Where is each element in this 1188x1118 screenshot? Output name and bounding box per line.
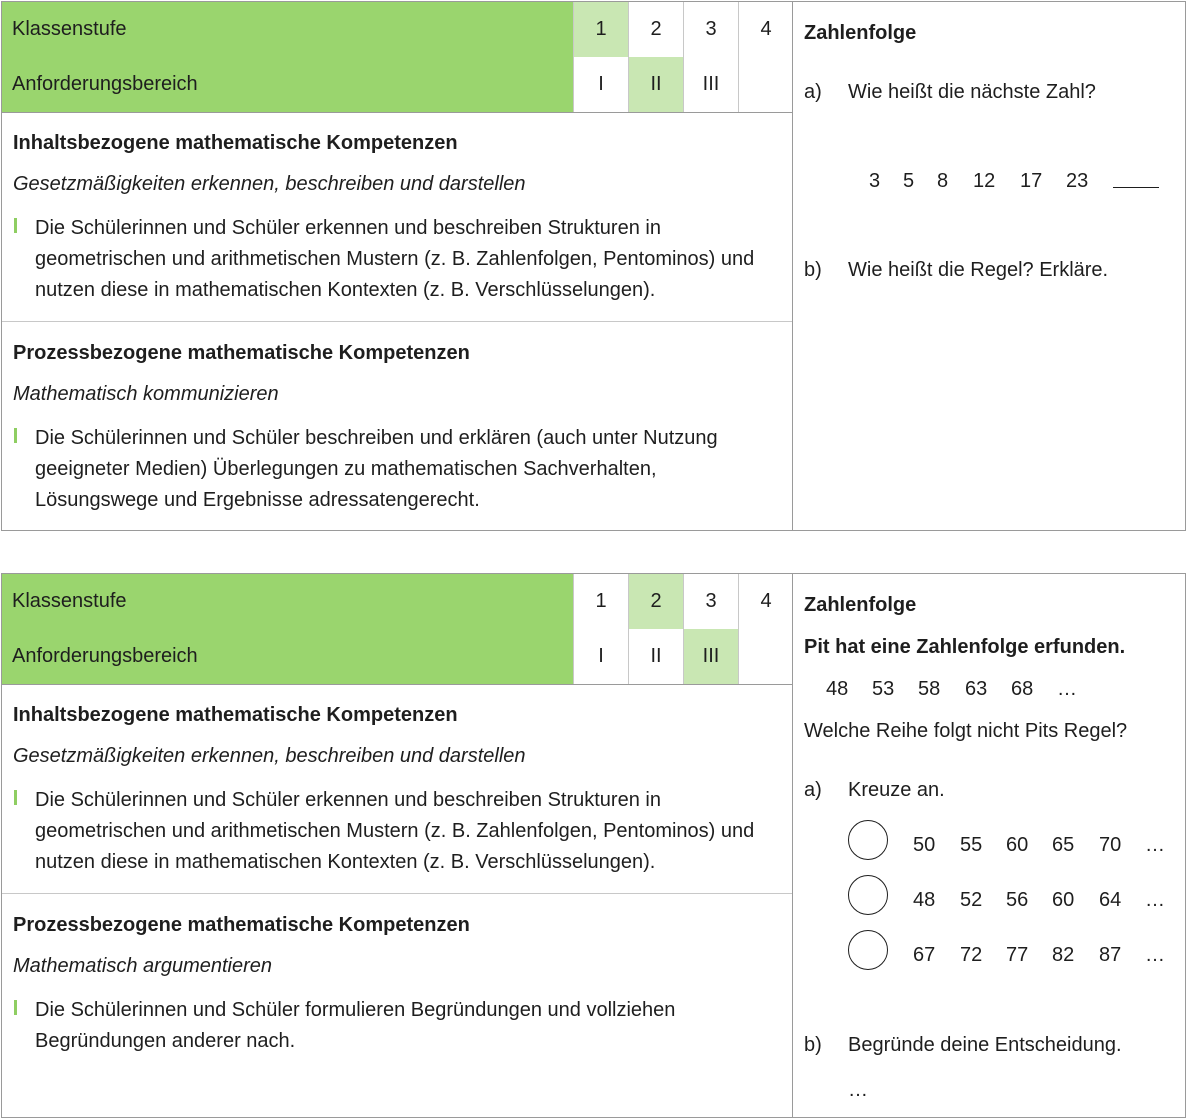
option-number: 77 bbox=[1006, 944, 1029, 966]
level-cell-3: III bbox=[683, 57, 738, 112]
option-number: 50 bbox=[913, 834, 936, 856]
level-cell-2: II bbox=[628, 57, 683, 112]
process-competence-section bbox=[2, 894, 792, 1057]
grade-label: Klassenstufe bbox=[2, 574, 573, 629]
part-a-text: Wie heißt die nächste Zahl? bbox=[848, 81, 1096, 103]
part-b-text: Begründe deine Entscheidung. bbox=[848, 1034, 1122, 1056]
option-number: 87 bbox=[1099, 944, 1122, 966]
grade-label: Klassenstufe bbox=[2, 2, 573, 57]
part-a-text: Kreuze an. bbox=[848, 779, 945, 801]
sequence-number: 58 bbox=[918, 678, 941, 700]
sequence-number: 5 bbox=[903, 170, 915, 192]
bullet-item bbox=[13, 213, 792, 306]
option-ellipsis: … bbox=[1145, 944, 1165, 966]
option-number: 48 bbox=[913, 889, 936, 911]
part-b-label: b) bbox=[804, 1034, 822, 1056]
option-ellipsis: … bbox=[1145, 834, 1165, 856]
bullet-marker-icon bbox=[14, 1000, 17, 1015]
option-number: 82 bbox=[1052, 944, 1075, 966]
sequence-number: 3 bbox=[869, 170, 881, 192]
option-number: 52 bbox=[960, 889, 983, 911]
level-label: Anforderungsbereich bbox=[2, 57, 573, 112]
bullet-text: Die Schülerinnen und Schüler erkennen und beschreiben Strukturen in geometrischen und arithmetischen Mustern (z. B. Zahlenfolgen, Pentominos) und nutzen diese in mathematischen Kontexten (z. B. Verschlüsselungen). bbox=[35, 217, 755, 301]
level-row bbox=[2, 629, 792, 685]
content-competence-section bbox=[2, 112, 792, 322]
answer-placeholder[interactable]: … bbox=[848, 1079, 868, 1101]
option-number: 56 bbox=[1006, 889, 1029, 911]
option-1-checkbox[interactable] bbox=[848, 820, 888, 860]
option-number: 60 bbox=[1006, 834, 1029, 856]
level-cell-4 bbox=[738, 57, 793, 112]
part-b-text: Wie heißt die Regel? Erkläre. bbox=[848, 259, 1109, 281]
option-number: 60 bbox=[1052, 889, 1075, 911]
sequence-number: 17 bbox=[1020, 170, 1043, 192]
task-panel bbox=[792, 2, 1185, 530]
competence-panel bbox=[2, 574, 792, 1117]
grade-cell-1: 1 bbox=[573, 2, 628, 57]
option-3-checkbox[interactable] bbox=[848, 930, 888, 970]
grade-cell-3: 3 bbox=[683, 574, 738, 629]
section-subtitle: Mathematisch argumentieren bbox=[13, 955, 273, 977]
level-cell-2: II bbox=[628, 629, 683, 684]
grade-cell-4: 4 bbox=[738, 574, 793, 629]
task-title: Zahlenfolge bbox=[804, 22, 917, 44]
level-cell-4 bbox=[738, 629, 793, 684]
sequence-number: 8 bbox=[937, 170, 949, 192]
grade-row bbox=[2, 574, 792, 630]
grade-row bbox=[2, 2, 792, 58]
option-number: 65 bbox=[1052, 834, 1075, 856]
option-ellipsis: … bbox=[1145, 889, 1165, 911]
task-panel bbox=[792, 574, 1185, 1117]
sequence-number: 63 bbox=[965, 678, 988, 700]
bullet-item bbox=[13, 785, 792, 878]
level-cell-1: I bbox=[573, 629, 628, 684]
task-intro: Pit hat eine Zahlenfolge erfunden. bbox=[804, 636, 1126, 658]
task-card-2 bbox=[1, 573, 1186, 1118]
competence-panel bbox=[2, 2, 792, 530]
level-row bbox=[2, 57, 792, 113]
bullet-item bbox=[13, 423, 792, 516]
task-title: Zahlenfolge bbox=[804, 594, 917, 616]
part-b-label: b) bbox=[804, 259, 822, 281]
answer-blank-line[interactable] bbox=[1113, 187, 1159, 188]
level-cell-1: I bbox=[573, 57, 628, 112]
sequence-number: 23 bbox=[1066, 170, 1089, 192]
section-title: Inhaltsbezogene mathematische Kompetenzen bbox=[13, 132, 458, 154]
section-subtitle: Mathematisch kommunizieren bbox=[13, 383, 279, 405]
section-title: Prozessbezogene mathematische Kompetenzen bbox=[13, 342, 470, 364]
option-2-checkbox[interactable] bbox=[848, 875, 888, 915]
grade-cell-1: 1 bbox=[573, 574, 628, 629]
sequence-ellipsis: … bbox=[1057, 678, 1077, 700]
bullet-text: Die Schülerinnen und Schüler erkennen und beschreiben Strukturen in geometrischen und arithmetischen Mustern (z. B. Zahlenfolgen, Pentominos) und nutzen diese in mathematischen Kontexten (z. B. Verschlüsselungen). bbox=[35, 789, 755, 873]
content-competence-section bbox=[2, 684, 792, 894]
sequence-number: 68 bbox=[1011, 678, 1034, 700]
process-competence-section bbox=[2, 322, 792, 516]
sequence-number: 12 bbox=[973, 170, 996, 192]
option-number: 72 bbox=[960, 944, 983, 966]
bullet-marker-icon bbox=[14, 218, 17, 233]
option-number: 67 bbox=[913, 944, 936, 966]
level-label: Anforderungsbereich bbox=[2, 629, 573, 684]
part-a-label: a) bbox=[804, 779, 822, 801]
part-a-label: a) bbox=[804, 81, 822, 103]
sequence-number: 53 bbox=[872, 678, 895, 700]
grade-cell-4: 4 bbox=[738, 2, 793, 57]
bullet-text: Die Schülerinnen und Schüler formulieren Begründungen und vollziehen Begründungen anderer nach. bbox=[35, 999, 676, 1052]
grade-cell-3: 3 bbox=[683, 2, 738, 57]
level-cell-3: III bbox=[683, 629, 738, 684]
section-title: Prozessbezogene mathematische Kompetenzen bbox=[13, 914, 470, 936]
task-card-1 bbox=[1, 1, 1186, 531]
task-question: Welche Reihe folgt nicht Pits Regel? bbox=[804, 720, 1128, 742]
option-number: 64 bbox=[1099, 889, 1122, 911]
bullet-text: Die Schülerinnen und Schüler beschreiben und erklären (auch unter Nutzung geeigneter Medien) Überlegungen zu mathematischen Sachverhalten, Lösungswege und Ergebnisse adressatengerecht. bbox=[35, 427, 718, 511]
section-title: Inhaltsbezogene mathematische Kompetenzen bbox=[13, 704, 458, 726]
grade-cell-2: 2 bbox=[628, 2, 683, 57]
option-number: 70 bbox=[1099, 834, 1122, 856]
bullet-item bbox=[13, 995, 792, 1057]
option-number: 55 bbox=[960, 834, 983, 856]
sequence-number: 48 bbox=[826, 678, 849, 700]
section-subtitle: Gesetzmäßigkeiten erkennen, beschreiben und darstellen bbox=[13, 745, 526, 767]
grade-cell-2: 2 bbox=[628, 574, 683, 629]
bullet-marker-icon bbox=[14, 428, 17, 443]
section-subtitle: Gesetzmäßigkeiten erkennen, beschreiben und darstellen bbox=[13, 173, 526, 195]
bullet-marker-icon bbox=[14, 790, 17, 805]
